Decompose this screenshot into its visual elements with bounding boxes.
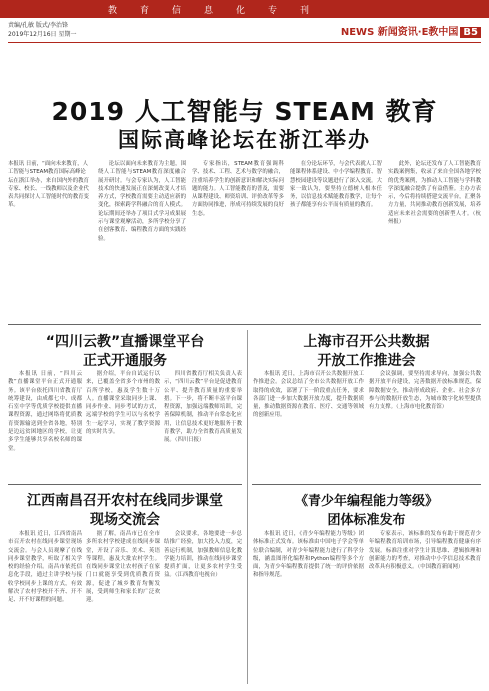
story2-column-1 [8, 370, 82, 480]
story2-column-2 [86, 370, 160, 480]
story2-paragraph-2: 据介绍，平台自试运行以来，已覆盖全省多个市州的数百所学校，惠及学生数十万人。直播课堂采取同步上课、同步作业、同步考试的方式，远端学校的学生可以与名校学生一起学习，实现了教学资源的实时共享。 [86, 371, 160, 436]
edu-banner-text: 教育信息化专刊 [108, 6, 333, 16]
story3-column-2 [369, 370, 481, 480]
section-title [341, 23, 481, 38]
story4-column-2 [86, 530, 160, 684]
story5-title-line2: 团体标准发布 [327, 513, 406, 528]
lead-headline-line1: 2019 人工智能与 STEAM 教育 [51, 97, 438, 126]
column-divider [247, 330, 248, 684]
story4-column-3 [164, 530, 242, 684]
lead-paragraph-1: 论坛以面向未来教育为主题，围绕人工智能与STEAM教育深度融合展开研讨。与会专家认为，人工智能技术的快速发展正在深刻改变人才培养方式，学校教育需要主动适应新的变化，探索跨学科融合的育人模式。论坛期间还举办了项目式学习成果展示与课堂观摩活动，多所学校分享了在创客教育、编程教育方面的实践经验。 [98, 161, 186, 242]
lead-paragraph-4: 此外，论坛还发布了人工智能教育实践案例集，收录了来自全国各地学校的优秀案例，为推动人工智能与学科教学深度融合提供了有益借鉴。主办方表示，今后将持续搭建交流平台，汇聚各方力量，共同推动教育创新发展，培养适应未来社会需要的创新型人才。（杭州报） [388, 161, 481, 226]
story4-title-line1: 江西南昌召开农村在线同步课堂 [27, 493, 223, 509]
lead-caption: 本报讯 日前，“面向未来教育，人工智能与STEAM教育国际高峰论坛在浙江举办，来自国内外的教育专家、校长、一线教师以及企业代表共同探讨人工智能时代的教育变革。 [8, 161, 89, 209]
page-meta [8, 21, 76, 39]
story4-column-1 [8, 530, 82, 684]
story2-column-3 [164, 370, 242, 480]
story2-title-line1: “四川云教”直播课堂平台 [45, 334, 205, 350]
story4-title-line2: 现场交流会 [90, 512, 160, 528]
lead-column-2 [192, 160, 284, 320]
story5-column-1 [253, 530, 364, 684]
story3-column-1 [253, 370, 364, 480]
editor-line: 责编/孔敏 版式/李治锋 [8, 22, 68, 29]
section-label: NEWS 新闻资讯·E教中国 [340, 27, 459, 38]
story4-paragraph-2: 据了解，南昌市已在全市多所农村学校建成在线同步课堂，开设了音乐、美术、英语等课程，惠及大批农村学生。在线同步课堂让农村孩子在家门口就能享受到优质教育资源，促进了城乡教育均衡发展，受到师生和家长的广泛欢迎。 [86, 531, 160, 604]
top-banner [0, 0, 489, 18]
story3-paragraph-2: 会议强调，要坚持需求导向，加强公共数据开放平台建设，完善数据开放标准规范，保障数据安全，推动形成政府、企业、社会多方参与的数据开放生态，为城市数字化转型提供有力支撑。（上海市电化教育馆） [369, 371, 481, 411]
header-rule [8, 42, 481, 43]
story4-paragraph-1: 本报讯 近日，江西省南昌市召开农村在线同步课堂现场交流会。与会人员观摩了在线同步课堂教学，听取了相关学校的经验介绍。南昌市依托信息化手段，通过主讲学校与接收学校同步上课的方式，有效解决了农村学校开不齐、开不足、开不好课程的问题。 [8, 531, 82, 604]
date-line: 2019年12月16日 星期一 [8, 31, 77, 38]
story5-paragraph-1: 本报讯 近日，《青少年编程能力等级》团体标准正式发布。该标准由中国电子学会等单位联合编制，对青少年编程能力进行了科学分级，涵盖图形化编程和Python编程等多个方面，为青少年编程教育提供了统一的评价依据和指导规范。 [253, 531, 364, 579]
story3-bottom-rule [252, 484, 481, 485]
story2-title-line2: 正式开通服务 [83, 353, 167, 369]
lead-paragraph-2: 专家指出，STEAM教育强调科学、技术、工程、艺术与数学的融合，注重培养学生的创新意识和解决实际问题的能力。人工智能教育的普及，需要从课程建设、师资培训、评价改革等多方面协同推进，形成可持续发展的良好生态。 [192, 161, 284, 217]
story5-column-2 [369, 530, 481, 684]
lead-paragraph-3: 在分论坛环节，与会代表就人工智能课程体系建设、中小学编程教育、智慧校园建设等议题进行了深入交流。大家一致认为，要坚持立德树人根本任务，以信息技术赋能教育教学，让每个孩子都能享有公平而有质量的教育。 [290, 161, 382, 209]
lead-column-4 [388, 160, 481, 320]
story5-paragraph-2: 专家表示，该标准的发布有助于规范青少年编程教育培训市场，引导编程教育健康有序发展。标准注重对学生计算思维、逻辑推理和创新能力的考查，对推动中小学信息技术教育改革具有积极意义。（中国教育新闻网） [369, 531, 481, 571]
story3-paragraph-1: 本报讯 近日，上海市召开公共数据开放工作推进会。会议总结了全市公共数据开放工作取得的成效，部署了下一阶段重点任务，要求各部门进一步加大数据开放力度，提升数据质量，推动数据资源在教育、医疗、交通等领域的创新应用。 [253, 371, 364, 419]
story3-title-line2: 开放工作推进会 [317, 353, 416, 369]
lead-headline-line2: 国际高峰论坛在浙江举办 [118, 128, 371, 152]
story2-bottom-rule [8, 484, 242, 485]
story3-title-line1: 上海市召开公共数据 [303, 334, 430, 350]
lead-column-1 [98, 160, 186, 320]
lead-column-3 [290, 160, 382, 320]
story4-paragraph-3: 会议要求，各地要进一步总结推广经验，加大投入力度，完善运行机制，加强教师信息化教学能力培训，推动在线同步课堂提质扩面，让更多农村学生受益。（江西教育电视台） [164, 531, 242, 579]
section-divider [8, 324, 481, 325]
story2-paragraph-1: 本报讯 日前，“四川云教”直播课堂平台正式开通服务。该平台依托四川省教育厅统筹建设，由成都七中、成都石室中学等优质学校提供直播课程资源，通过网络将优质教育资源输送到全省各地，特别是边远贫困地区的学校，让更多学生能够共享名校名师的课堂。 [8, 371, 82, 452]
story5-title-line1: 《青少年编程能力等级》 [294, 494, 438, 509]
page-number: B5 [460, 27, 481, 38]
story2-paragraph-3: 四川省教育厅相关负责人表示，“四川云教”平台是促进教育公平、提升教育质量的重要举措。下一步，将不断丰富平台课程资源，加强远端教师培训，完善保障机制，推动平台常态化应用，让信息技术更好地服务于教育教学，助力全省教育高质量发展。（四川日报） [164, 371, 242, 444]
